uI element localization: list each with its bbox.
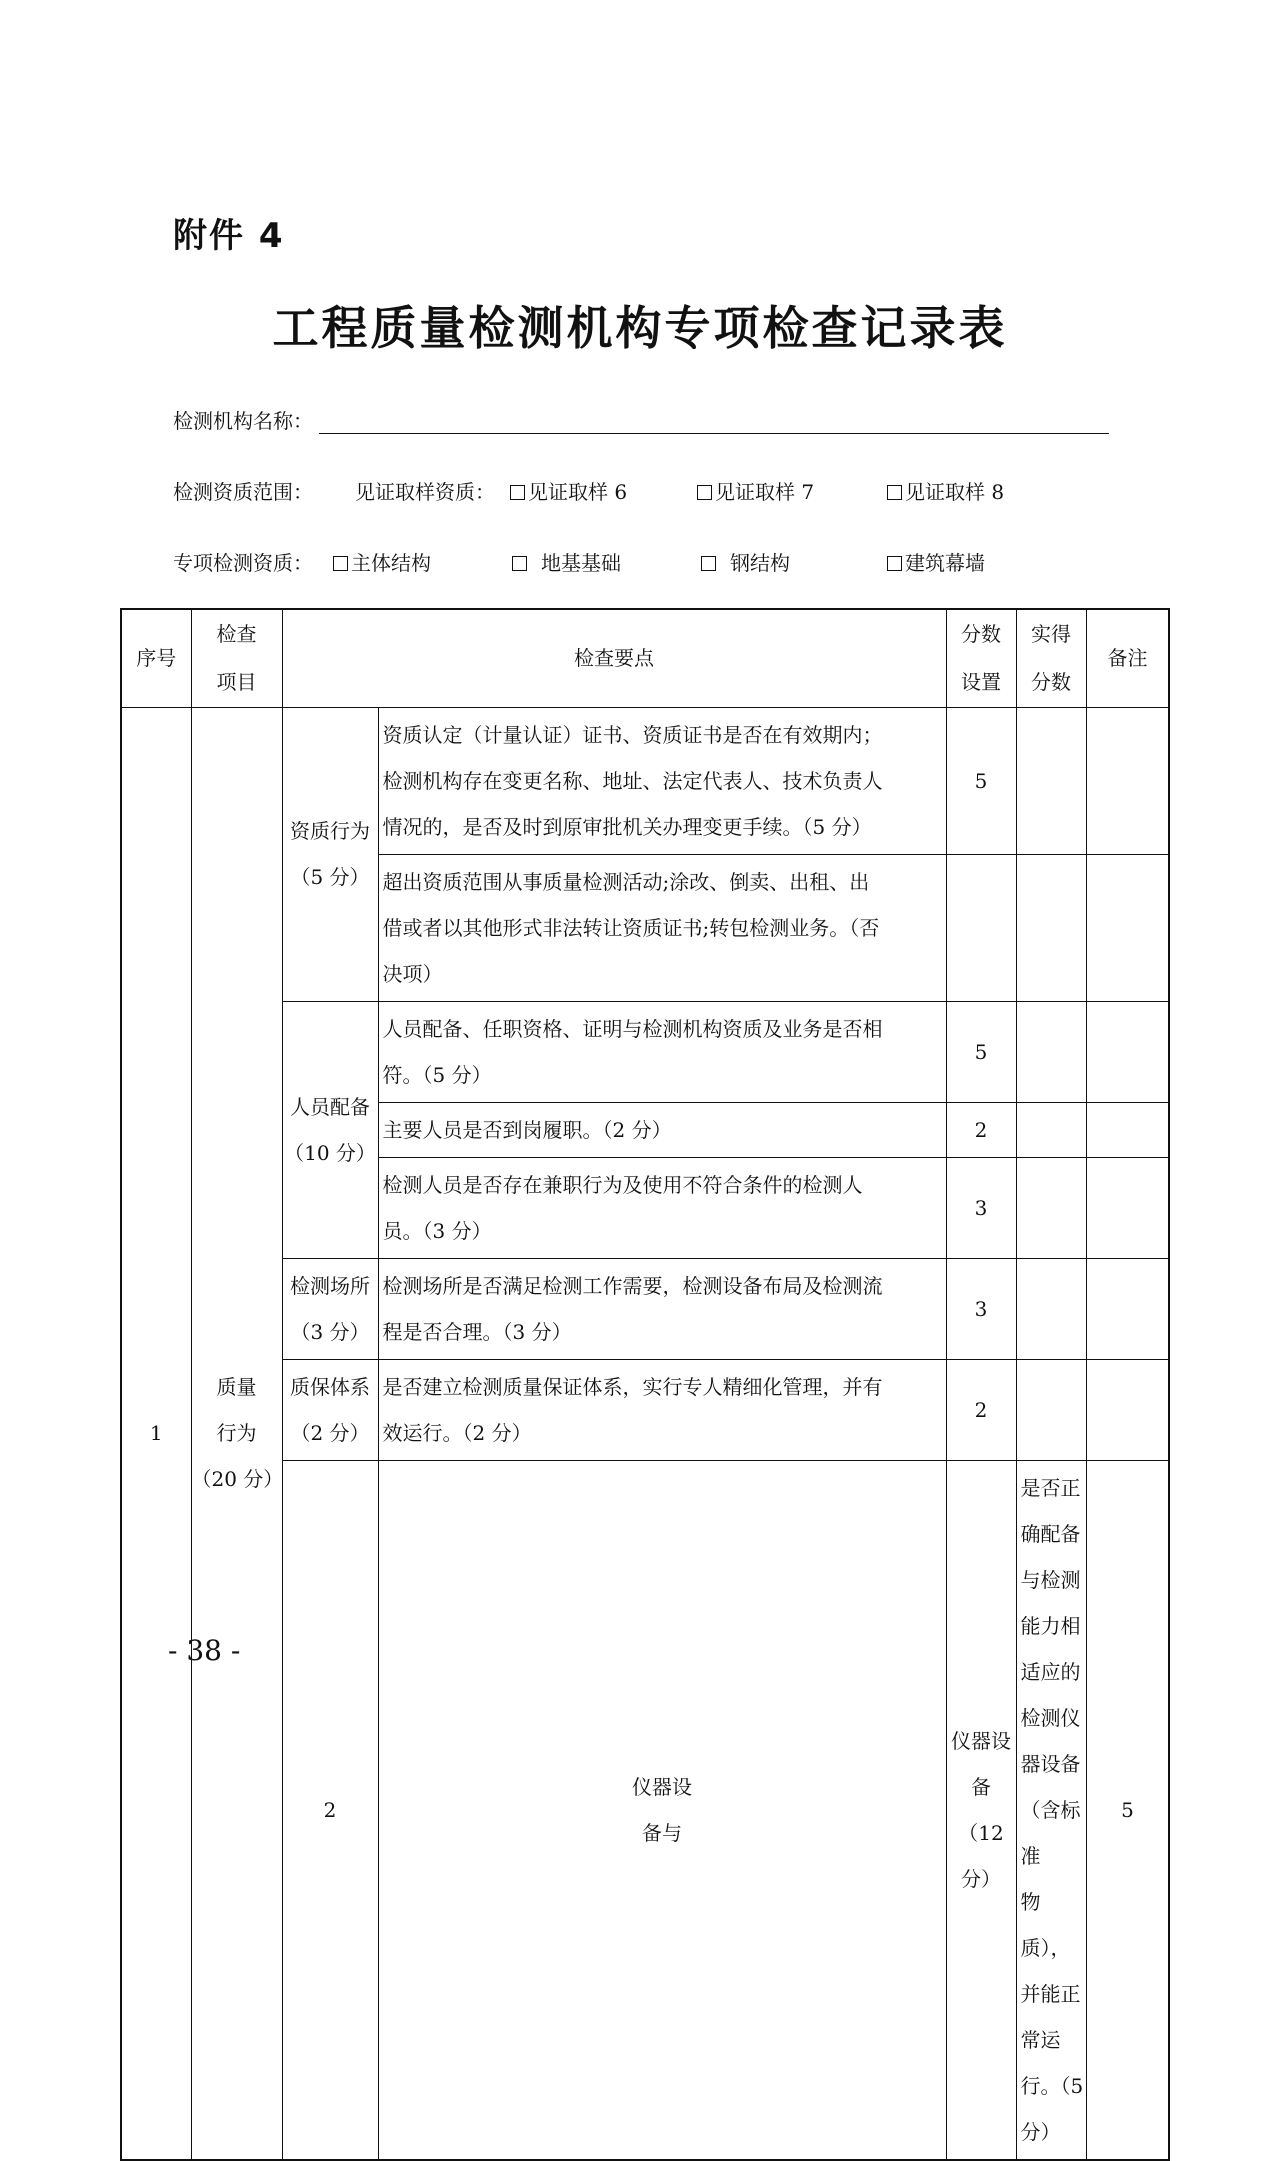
header-points: 检查要点	[282, 609, 946, 707]
score-obtained[interactable]	[1016, 1258, 1086, 1359]
section-no: 1	[121, 707, 191, 2160]
special-option-curtain-wall[interactable]: 建筑幕墙	[887, 547, 985, 576]
score-obtained[interactable]	[1016, 1102, 1086, 1157]
header-score: 分数 设置	[946, 609, 1016, 707]
header-item: 检查 项目	[191, 609, 282, 707]
remark-cell[interactable]	[1086, 707, 1169, 854]
check-point: 主要人员是否到岗履职。（2 分）	[378, 1102, 946, 1157]
check-point: 是否正确配备与检测能力相适应的检测仪器设备（含标准 物质），并能正常运行。（5 分）	[1016, 1460, 1086, 2160]
checkbox-icon	[510, 485, 525, 500]
score-setting: 5	[946, 707, 1016, 854]
special-label: 专项检测资质：	[173, 551, 313, 575]
header-remark: 备注	[1086, 609, 1169, 707]
remark-cell[interactable]	[1086, 1359, 1169, 1460]
section-name: 仪器设 备与	[378, 1460, 946, 2160]
remark-cell[interactable]	[1086, 854, 1169, 1001]
inspection-table	[120, 608, 1170, 2161]
subitem-instruments: 仪器设备 （12 分）	[946, 1460, 1016, 2160]
subitem-qualification: 资质行为 （5 分）	[282, 707, 378, 1001]
page-number: - 38 -	[168, 1634, 241, 1667]
table-row	[121, 707, 1169, 854]
org-name-field[interactable]	[319, 409, 1109, 434]
checkbox-icon	[333, 556, 348, 571]
check-point: 检测场所是否满足检测工作需要，检测设备布局及检测流 程是否合理。（3 分）	[378, 1258, 946, 1359]
scope-label: 检测资质范围：	[173, 480, 313, 504]
check-point: 超出资质范围从事质量检测活动;涂改、倒卖、出租、出 借或者以其他形式非法转让资质证书;转包检测业务。（否 决项）	[378, 854, 946, 1001]
special-option-foundation[interactable]: 地基基础	[512, 547, 621, 576]
checkbox-icon	[887, 556, 902, 571]
score-obtained[interactable]	[1016, 1001, 1086, 1102]
check-point: 是否建立检测质量保证体系，实行专人精细化管理，并有 效运行。（2 分）	[378, 1359, 946, 1460]
remark-cell[interactable]	[1086, 1258, 1169, 1359]
table-header-row	[121, 609, 1169, 707]
witness-label: 见证取样资质：	[355, 480, 495, 504]
special-option-steel[interactable]: 钢结构	[701, 547, 790, 576]
document-title: 工程质量检测机构专项检查记录表	[272, 301, 1008, 355]
subitem-staffing: 人员配备 （10 分）	[282, 1001, 378, 1258]
subitem-qa-system: 质保体系 （2 分）	[282, 1359, 378, 1460]
section-no: 2	[282, 1460, 378, 2160]
score-obtained[interactable]	[1016, 854, 1086, 1001]
witness-option-6[interactable]: 见证取样 6	[510, 476, 627, 505]
check-point: 检测人员是否存在兼职行为及使用不符合条件的检测人 员。（3 分）	[378, 1157, 946, 1258]
remark-cell[interactable]	[1086, 1001, 1169, 1102]
score-setting: 2	[946, 1102, 1016, 1157]
header-got: 实得 分数	[1016, 609, 1086, 707]
score-setting: 2	[946, 1359, 1016, 1460]
remark-cell[interactable]	[1086, 1102, 1169, 1157]
checkbox-icon	[697, 485, 712, 500]
check-point: 资质认定（计量认证）证书、资质证书是否在有效期内； 检测机构存在变更名称、地址、法定代表人、技术负责人 情况的，是否及时到原审批机关办理变更手续。（5 分）	[378, 707, 946, 854]
remark-cell[interactable]	[1086, 1157, 1169, 1258]
score-setting: 3	[946, 1157, 1016, 1258]
score-obtained[interactable]	[1016, 1157, 1086, 1258]
check-point: 人员配备、任职资格、证明与检测机构资质及业务是否相 符。（5 分）	[378, 1001, 946, 1102]
score-obtained[interactable]	[1016, 707, 1086, 854]
special-row	[173, 547, 1073, 573]
score-setting: 3	[946, 1258, 1016, 1359]
org-name-label: 检测机构名称：	[173, 409, 313, 433]
special-option-main-structure[interactable]: 主体结构	[333, 547, 431, 576]
section-name: 质量 行为 （20 分）	[191, 707, 282, 2160]
checkbox-icon	[887, 485, 902, 500]
score-setting: 5	[1086, 1460, 1169, 2160]
checkbox-icon	[512, 556, 527, 571]
score-setting: 5	[946, 1001, 1016, 1102]
score-setting	[946, 854, 1016, 1001]
witness-option-8[interactable]: 见证取样 8	[887, 476, 1004, 505]
checkbox-icon	[701, 556, 716, 571]
header-no: 序号	[121, 609, 191, 707]
witness-option-7[interactable]: 见证取样 7	[697, 476, 814, 505]
subitem-venue: 检测场所 （3 分）	[282, 1258, 378, 1359]
score-obtained[interactable]	[1016, 1359, 1086, 1460]
attachment-label: 附件 4	[173, 216, 285, 256]
scope-row	[173, 476, 1073, 502]
org-name-row	[173, 405, 1109, 434]
